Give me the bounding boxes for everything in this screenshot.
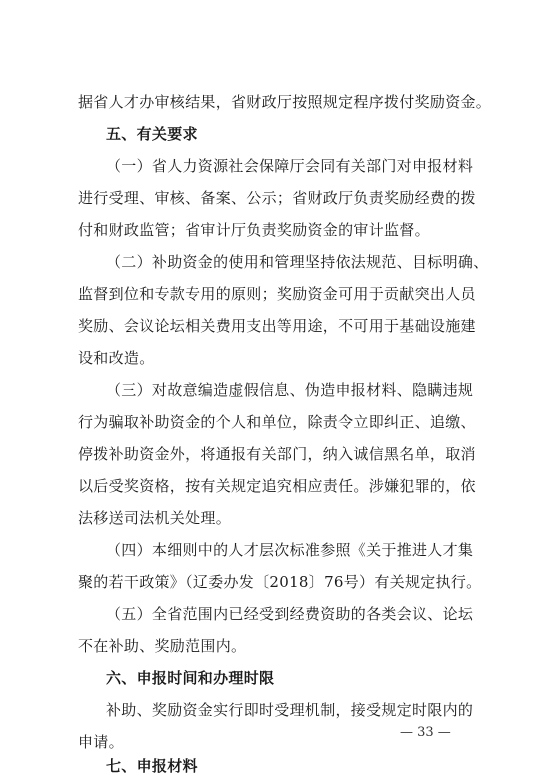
body-text-line: 付和财政监管；省审计厅负责奖励资金的审计监督。 [78,221,430,239]
body-text-line: （二）补助资金的使用和管理坚持依法规范、目标明确、 [106,253,489,271]
body-text-line: 设和改造。 [78,349,155,367]
body-text-line: 不在补助、奖励范围内。 [78,637,247,655]
body-text-line: （一）省人力资源社会保障厅会同有关部门对申报材料 [106,157,474,175]
body-text-line: 行为骗取补助资金的个人和单位，除责令立即纠正、追缴、 [78,413,476,431]
body-text-line: （四）本细则中的人才层次标准参照《关于推进人才集 [106,541,474,559]
section-heading: 五、有关要求 [106,125,198,143]
section-heading: 七、申报材料 [106,757,198,775]
body-text-line: 法移送司法机关处理。 [78,509,232,527]
body-text-line: 申请。 [78,733,124,751]
body-text-line: 停拨补助资金外，将通报有关部门，纳入诚信黑名单，取消 [78,445,476,463]
body-text-line: （三）对故意编造虚假信息、伪造申报材料、隐瞒违规 [106,381,474,399]
body-text-line: 补助、奖励资金实行即时受理机制，接受规定时限内的 [106,701,474,719]
page-number: — 33 — [400,725,451,740]
body-text-line: 聚的若干政策》（辽委办发〔2018〕76号）有关规定执行。 [78,573,482,591]
body-text-line: 据省人才办审核结果，省财政厅按照规定程序拨付奖励资金。 [78,93,492,111]
body-text-line: 进行受理、审核、备案、公示；省财政厅负责奖励经费的拨 [78,189,476,207]
section-heading: 六、申报时间和办理时限 [106,669,275,687]
body-text-line: （五）全省范围内已经受到经费资助的各类会议、论坛 [106,605,474,623]
body-text-line: 奖励、会议论坛相关费用支出等用途，不可用于基础设施建 [78,317,476,335]
body-text-line: 监督到位和专款专用的原则；奖励资金可用于贡献突出人员 [78,285,476,303]
body-text-line: 以后受奖资格，按有关规定追究相应责任。涉嫌犯罪的，依 [78,477,476,495]
